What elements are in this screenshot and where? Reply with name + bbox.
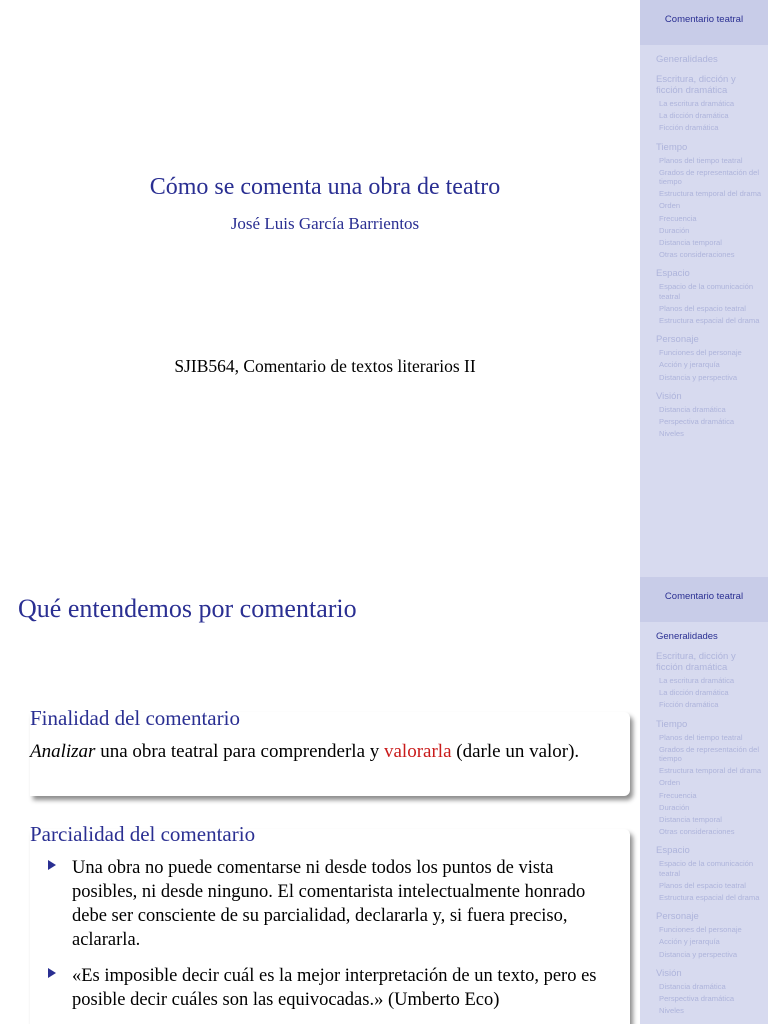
emphasis-analizar: Analizar <box>30 741 96 762</box>
sidebar-subsection[interactable]: Estructura espacial del drama <box>659 893 760 903</box>
sidebar-subsection[interactable]: Otras consideraciones <box>659 250 735 260</box>
sidebar-nav <box>640 631 768 1015</box>
slide-content <box>0 0 640 577</box>
sidebar-subsection[interactable]: Espacio de la comunicación teatral <box>659 282 754 301</box>
course-name: SJIB564, Comentario de textos literarios II <box>174 356 476 376</box>
presentation-title: Cómo se comenta una obra de teatro <box>149 174 501 200</box>
sidebar-subsection[interactable]: Estructura temporal del drama <box>659 766 762 776</box>
block-body-finalidad <box>30 740 610 764</box>
sidebar-subsection[interactable]: Distancia y perspectiva <box>659 372 738 382</box>
sidebar-subsection[interactable]: Grados de representación del tiempo <box>659 744 760 764</box>
sidebar-subsection[interactable]: Orden <box>659 201 681 211</box>
sidebar-subsection[interactable]: Distancia temporal <box>659 815 722 825</box>
sidebar-subsection[interactable]: La escritura dramática <box>659 99 735 108</box>
sidebar-subsection[interactable]: Frecuencia <box>659 213 697 223</box>
bullet-list <box>48 856 618 1024</box>
sidebar-subsection[interactable]: Planos del espacio teatral <box>659 303 746 313</box>
sidebar-subsection[interactable]: Orden <box>659 778 681 788</box>
sidebar-subsection[interactable]: Estructura espacial del drama <box>659 316 760 326</box>
sidebar-section[interactable]: Tiempo <box>656 718 688 730</box>
body-text: una obra teatral para comprenderla y <box>95 741 384 762</box>
sidebar-subsection[interactable]: Funciones del personaje <box>659 348 742 358</box>
sidebar-subsection[interactable]: Perspectiva dramática <box>659 994 735 1004</box>
sidebar-subsection[interactable]: Distancia dramática <box>659 404 726 414</box>
sidebar-section[interactable]: Escritura, dicción y ficción dramática <box>656 651 736 673</box>
body-text: (darle un valor). <box>451 741 580 762</box>
sidebar-subsection[interactable]: Funciones del personaje <box>659 925 742 935</box>
sidebar-header[interactable]: Comentario teatral <box>640 577 768 622</box>
presentation-author: José Luis García Barrientos <box>230 214 420 233</box>
sidebar-subsection[interactable]: Planos del espacio teatral <box>659 880 746 890</box>
sidebar-subsection[interactable]: Duración <box>659 802 690 812</box>
sidebar-subsection[interactable]: Ficción dramática <box>659 700 719 710</box>
navigation-sidebar <box>640 0 768 577</box>
sidebar-subsection[interactable]: Estructura temporal del drama <box>659 189 762 199</box>
slide-content <box>0 577 640 1024</box>
sidebar-subsection[interactable]: Perspectiva dramática <box>659 417 735 427</box>
alert-valorarla: valorarla <box>384 741 452 762</box>
sidebar-section[interactable]: Tiempo <box>656 141 688 153</box>
sidebar-section[interactable]: Espacio <box>656 845 690 857</box>
sidebar-section[interactable]: Personaje <box>656 334 699 346</box>
sidebar-header[interactable]: Comentario teatral <box>640 0 768 45</box>
sidebar-subsection[interactable]: La dicción dramática <box>659 688 729 698</box>
sidebar-subsection[interactable]: Ficción dramática <box>659 123 719 133</box>
list-item-text: «Es imposible decir cuál es la mejor interpretación de un texto, pero es posible decir cuáles son las equivocadas.» (Umberto Eco) <box>72 966 597 1010</box>
sidebar-subsection[interactable]: Distancia dramática <box>659 981 726 991</box>
sidebar-subsection[interactable]: Planos del tiempo teatral <box>659 155 743 165</box>
sidebar-section[interactable]: Generalidades <box>656 54 718 65</box>
sidebar-section[interactable]: Escritura, dicción y ficción dramática <box>656 74 736 96</box>
list-item <box>48 856 618 952</box>
sidebar-section[interactable]: Visión <box>656 967 682 979</box>
triangle-bullet-icon <box>48 968 56 978</box>
sidebar-subsection[interactable]: Acción y jerarquía <box>659 360 720 370</box>
sidebar-section[interactable]: Generalidades <box>656 631 718 642</box>
sidebar-section[interactable]: Personaje <box>656 911 699 923</box>
block-title-finalidad: Finalidad del comentario <box>30 706 240 730</box>
navigation-sidebar <box>640 577 768 1024</box>
sidebar-subsection[interactable]: La escritura dramática <box>659 676 735 685</box>
sidebar-subsection[interactable]: Distancia y perspectiva <box>659 949 738 959</box>
sidebar-subsection[interactable]: Grados de representación del tiempo <box>659 167 760 187</box>
sidebar-subsection[interactable]: Planos del tiempo teatral <box>659 732 743 742</box>
frame-title: Qué entendemos por comentario <box>18 594 357 623</box>
sidebar-subsection[interactable]: Acción y jerarquía <box>659 937 720 947</box>
list-item <box>48 964 618 1012</box>
sidebar-subsection[interactable]: Otras consideraciones <box>659 827 735 837</box>
sidebar-subsection[interactable]: Frecuencia <box>659 790 697 800</box>
sidebar-section[interactable]: Visión <box>656 390 682 402</box>
sidebar-subsection[interactable]: La dicción dramática <box>659 111 729 121</box>
sidebar-subsection[interactable]: Duración <box>659 225 690 235</box>
sidebar-subsection[interactable]: Espacio de la comunicación teatral <box>659 859 754 878</box>
sidebar-nav <box>640 54 768 438</box>
sidebar-subsection[interactable]: Distancia temporal <box>659 238 722 248</box>
triangle-bullet-icon <box>48 860 56 870</box>
block-title-parcialidad: Parcialidad del comentario <box>30 822 256 846</box>
sidebar-subsection[interactable]: Niveles <box>659 1006 684 1016</box>
content-slide <box>0 577 768 1024</box>
sidebar-subsection[interactable]: Niveles <box>659 429 684 439</box>
list-item-text: Una obra no puede comentarse ni desde todos los puntos de vista posibles, ni desde ninguno. El comentarista intelectualmente honrado debe ser consciente de su parcialidad, declararla y, si fuera preciso, aclararla. <box>72 858 586 950</box>
sidebar-section[interactable]: Espacio <box>656 268 690 280</box>
